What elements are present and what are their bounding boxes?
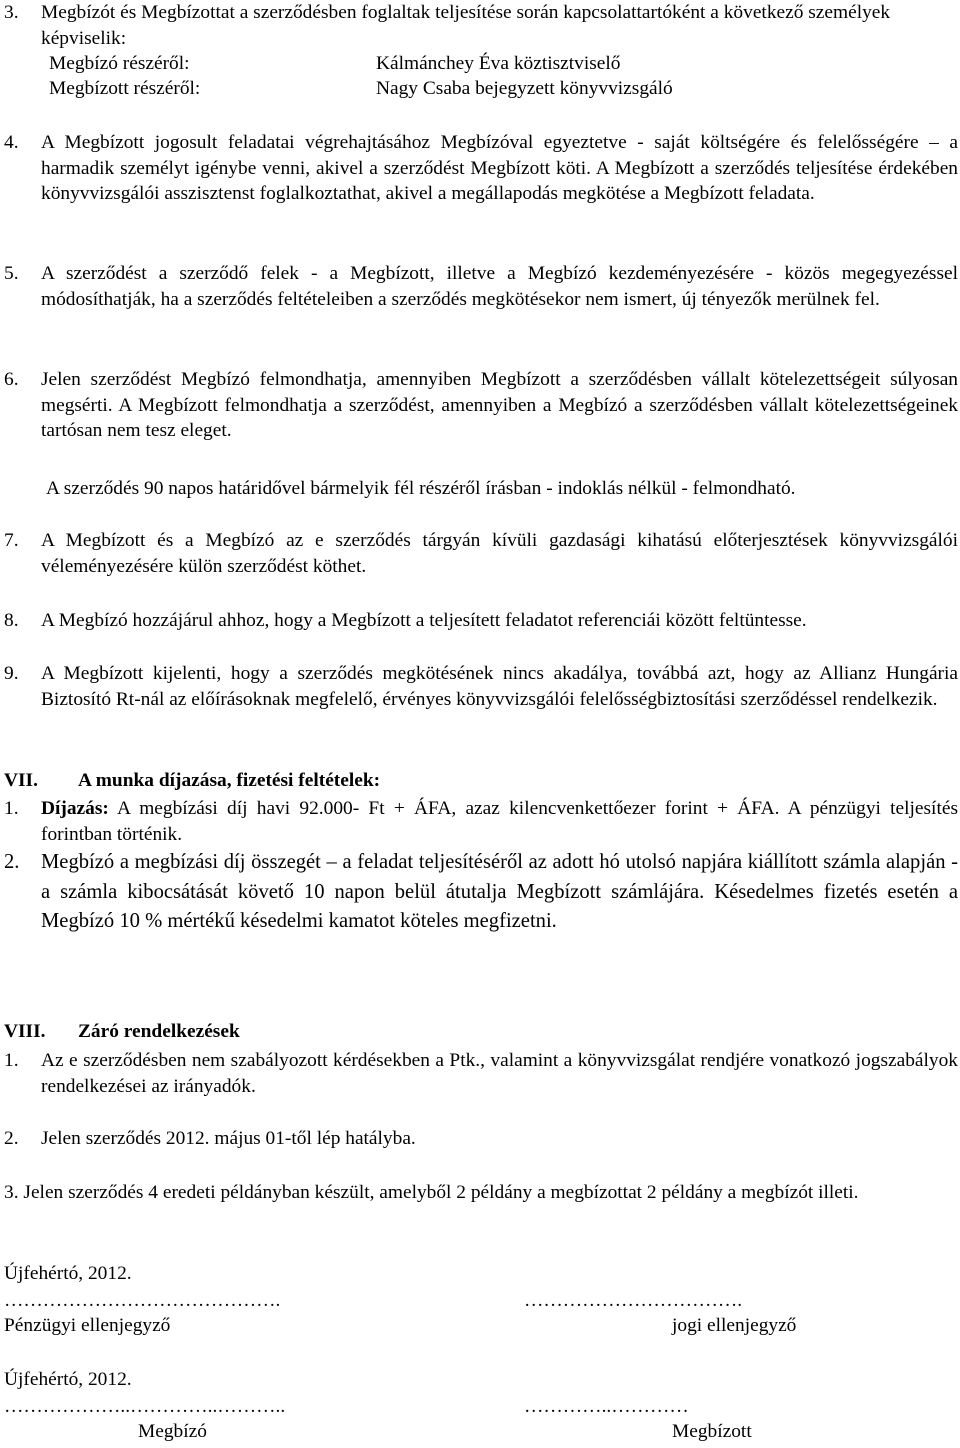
section-3 <box>4 0 958 51</box>
final-item-2 <box>4 1126 958 1152</box>
representative-value-client: Kálmánchey Éva köztisztviselő <box>376 53 621 74</box>
chapter-title: A munka díjazása, fizetési feltételek: <box>78 770 381 791</box>
signature-line-right: …………..………… <box>524 1396 689 1417</box>
representative-label-client: Megbízó részéről: <box>49 53 190 74</box>
section-9 <box>4 661 958 712</box>
final-item-3 <box>4 1180 958 1206</box>
section-number: 7. <box>4 530 19 551</box>
signature-line-left: ……………………………………. <box>4 1290 281 1311</box>
item-text: Jelen szerződés 2012. május 01-től lép hatályba. <box>41 1128 416 1149</box>
item-number: 1. <box>4 798 19 819</box>
signature-label-client: Megbízó <box>138 1421 207 1442</box>
item-number: 2. <box>4 1128 19 1149</box>
signature-label-contractor: Megbízott <box>672 1421 752 1442</box>
section-number: 9. <box>4 663 19 684</box>
item-text: Az e szerződésben nem szabályozott kérdésekben a Ptk., valamint a könyvvizsgálat rendjére vonatkozó jogszabályok rendelkezései az irányadók. <box>41 1050 958 1097</box>
chapter-number: VIII. <box>4 1021 46 1042</box>
chapter-title: Záró rendelkezések <box>78 1021 240 1042</box>
place-date: Újfehértó, 2012. <box>4 1369 132 1390</box>
section-text: A Megbízott kijelenti, hogy a szerződés megkötésének nincs akadálya, továbbá azt, hogy az Allianz Hungária Biztosító Rt-nál az előírásoknak megfelelő, érvényes könyvvizsgálói felelősségbiztosítási szerződéssel rendelkezik. <box>41 663 958 710</box>
section-text: Jelen szerződést Megbízó felmondhatja, amennyiben Megbízott a szerződésben vállalt kötelezettségeit súlyosan megsérti. A Megbízott felmondhatja a szerződést, amennyiben a Megbízó a szerződésben vállalt kötelezettségeinek tartósan nem tesz eleget. <box>41 369 958 441</box>
section-text: A Megbízott jogosult feladatai végrehajtásához Megbízóval egyeztetve - saját költségére és felelősségére – a harmadik személyt igénybe venni, akivel a szerződést Megbízott köti. A Megbízott a szerződés teljesítése érdekében könyvvizsgálói asszisztenst foglalkoztathat, akivel a megállapodás megkötése a Megbízott feladata. <box>41 132 958 204</box>
item-number: 3. <box>4 1182 19 1203</box>
section-text: Megbízót és Megbízottat a szerződésben foglaltak teljesítése során kapcsolattartóként a következő személyek képviselik: <box>41 2 891 49</box>
section-7 <box>4 528 958 579</box>
signature-line-right: ……………………………. <box>524 1290 743 1311</box>
section-8 <box>4 608 958 634</box>
section-number: 5. <box>4 263 19 284</box>
section-number: 8. <box>4 610 19 631</box>
item-number: 2. <box>4 851 20 873</box>
final-item-1 <box>4 1048 958 1099</box>
section-text: A Megbízott és a Megbízó az e szerződés tárgyán kívüli gazdasági kihatású előterjesztések könyvvizsgálói véleményezésére külön szerződést köthet. <box>41 530 958 577</box>
representative-value-contractor: Nagy Csaba bejegyzett könyvvizsgáló <box>376 78 673 99</box>
chapter-number: VII. <box>4 770 38 791</box>
item-text: Jelen szerződés 4 eredeti példányban készült, amelyből 2 példány a megbízottat 2 példány a megbízót illeti. <box>23 1182 859 1203</box>
section-number: 3. <box>4 2 19 23</box>
fee-item-1 <box>4 796 958 847</box>
item-body: A megbízási díj havi 92.000- Ft + ÁFA, azaz kilencvenkettőezer forint + ÁFA. A pénzügyi teljesítés forintban történik. <box>41 798 958 845</box>
section-text: A Megbízó hozzájárul ahhoz, hogy a Megbízott a teljesített feladatot referenciái között feltüntesse. <box>41 610 807 631</box>
chapter-8-heading <box>4 1019 240 1045</box>
termination-note: A szerződés 90 napos határidővel bármelyik fél részéről írásban - indoklás nélkül - felmondható. <box>46 478 796 499</box>
item-text <box>41 796 958 847</box>
place-date: Újfehértó, 2012. <box>4 1263 132 1284</box>
section-number: 6. <box>4 369 19 390</box>
fee-item-2 <box>4 848 958 937</box>
signature-label-legal: jogi ellenjegyző <box>672 1315 797 1336</box>
section-5 <box>4 261 958 312</box>
section-text: A szerződést a szerződő felek - a Megbízott, illetve a Megbízó kezdeményezésére - közös megegyezéssel módosíthatják, ha a szerződés feltételeiben a szerződés megkötésekor nem ismert, új tényezők merülnek fel. <box>41 263 958 310</box>
section-4 <box>4 130 958 207</box>
chapter-7-heading <box>4 768 380 794</box>
signature-line-left: ………………..…………..……….. <box>4 1396 286 1417</box>
section-6 <box>4 367 958 444</box>
item-number: 1. <box>4 1050 19 1071</box>
item-bold-label: Díjazás: <box>41 798 109 819</box>
representative-label-contractor: Megbízott részéről: <box>49 78 201 99</box>
section-number: 4. <box>4 132 19 153</box>
signature-label-financial: Pénzügyi ellenjegyző <box>4 1315 171 1336</box>
item-text: Megbízó a megbízási díj összegét – a feladat teljesítéséről az adott hó utolsó napjára kiállított számla alapján - a számla kibocsátását követő 10 napon belül átutalja Megbízott számlájára. Késedelmes fizetés esetén a Megbízó 10 % mértékű késedelmi kamatot köteles megfizetni. <box>41 851 958 932</box>
